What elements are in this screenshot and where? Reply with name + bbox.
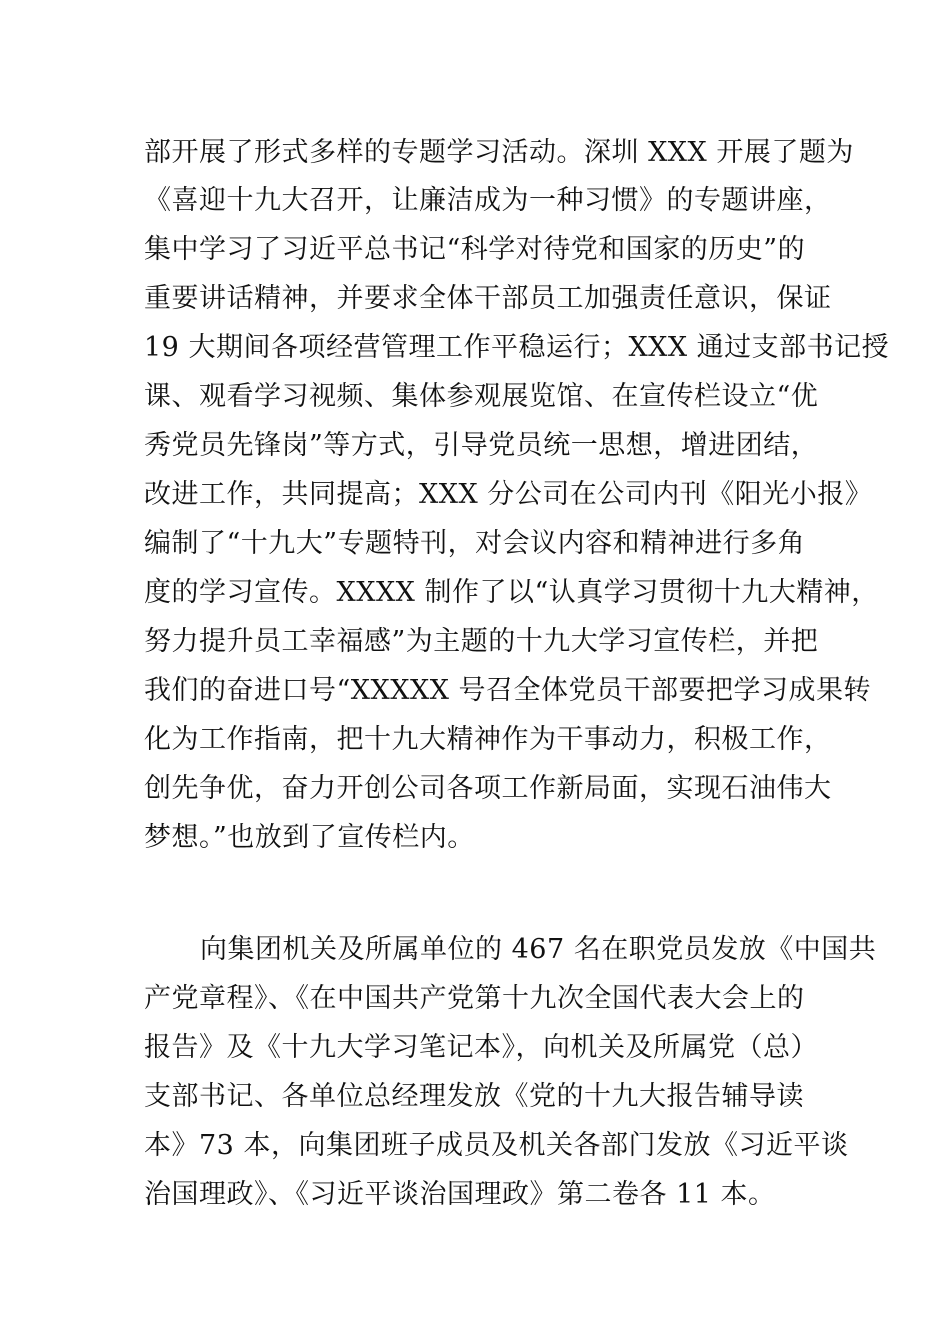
text-line: 重要讲话精神，并要求全体干部员工加强责任意识，保证 xyxy=(144,283,832,314)
text-line: 化为工作指南，把十九大精神作为干事动力，积极工作， xyxy=(144,724,832,755)
text-line: 改进工作，共同提高；XXX 分公司在公司内刊《阳光小报》 xyxy=(144,479,873,510)
text-line: 梦想。”也放到了宣传栏内。 xyxy=(144,822,475,853)
text-line: 治国理政》、《习近平谈治国理政》第二卷各 11 本。 xyxy=(144,1179,776,1210)
text-line: 报告》及《十九大学习笔记本》，向机关及所属党（总） xyxy=(144,1032,818,1063)
text-line: 秀党员先锋岗”等方式，引导党员统一思想，增进团结， xyxy=(144,430,819,461)
text-line: 编制了“十九大”专题特刊，对会议内容和精神进行多角 xyxy=(144,528,806,559)
text-line: 努力提升员工幸福感”为主题的十九大学习宣传栏，并把 xyxy=(144,626,819,657)
text-line: 创先争优，奋力开创公司各项工作新局面，实现石油伟大 xyxy=(144,773,832,804)
text-line: 向集团机关及所属单位的 467 名在职党员发放《中国共 xyxy=(200,934,877,965)
text-line: 课、观看学习视频、集体参观展览馆、在宣传栏设立“优 xyxy=(144,381,819,412)
text-line: 产党章程》、《在中国共产党第十九次全国代表大会上的 xyxy=(144,983,805,1014)
text-line: 我们的奋进口号“XXXXX 号召全体党员干部要把学习成果转 xyxy=(144,675,871,706)
text-line: 本》73 本，向集团班子成员及机关各部门发放《习近平谈 xyxy=(144,1130,849,1161)
text-line: 集中学习了习近平总书记“科学对待党和国家的历史”的 xyxy=(144,234,806,265)
text-line: 支部书记、各单位总经理发放《党的十九大报告辅导读 xyxy=(144,1081,804,1112)
text-line: 19 大期间各项经营管理工作平稳运行；XXX 通过支部书记授 xyxy=(144,332,890,363)
text-line: 部开展了形式多样的专题学习活动。深圳 XXX 开展了题为 xyxy=(144,137,854,168)
text-line: 《喜迎十九大召开，让廉洁成为一种习惯》的专题讲座， xyxy=(144,185,832,216)
text-line: 度的学习宣传。XXXX 制作了以“认真学习贯彻十九大精神， xyxy=(144,577,879,608)
